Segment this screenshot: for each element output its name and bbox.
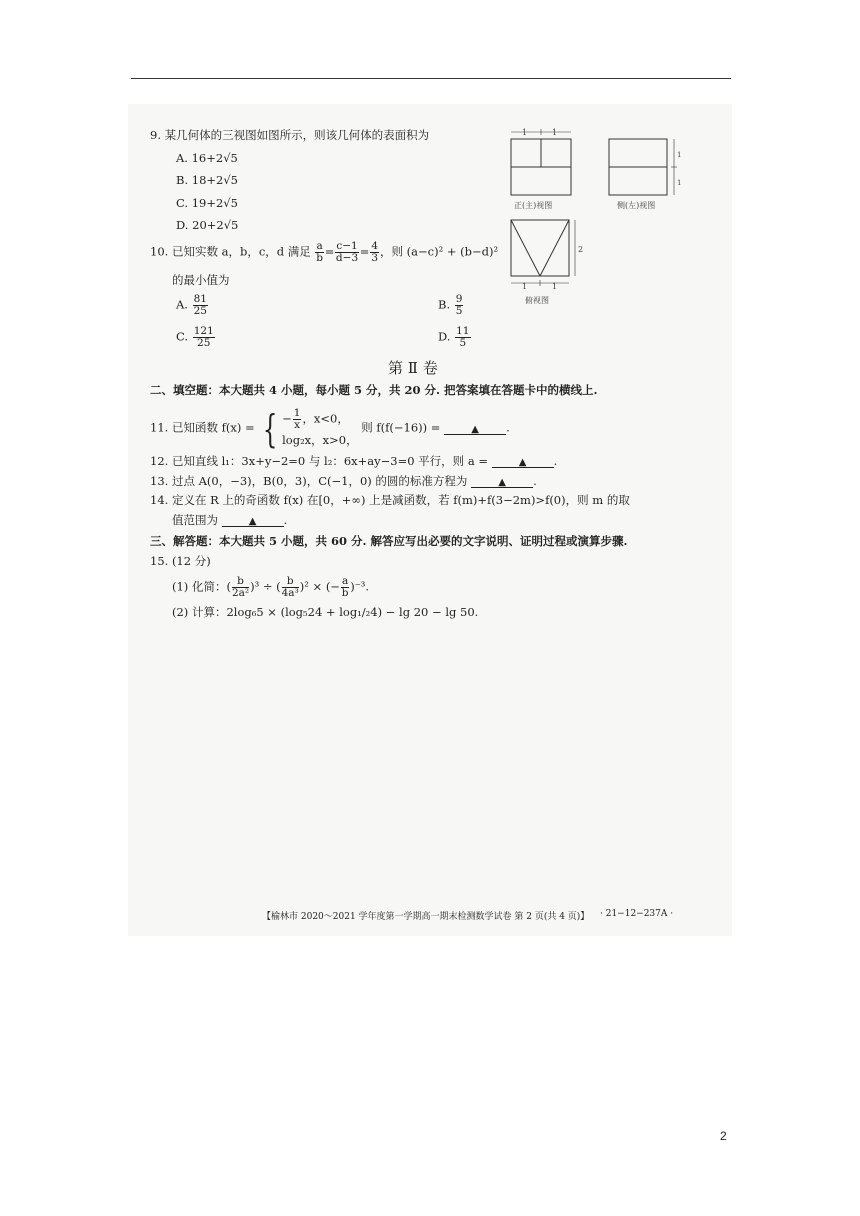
q10-option-c	[176, 326, 216, 349]
header-rule	[131, 78, 731, 79]
q14-line2-text: 值范围为	[172, 513, 218, 527]
q15-part-1	[172, 576, 369, 599]
q10-option-b-den: 5	[455, 305, 463, 318]
q10-option-d-den: 5	[459, 337, 467, 350]
side-dim-top: 1	[677, 151, 682, 159]
q11	[150, 408, 510, 449]
q11-case-2: log₂x，x>0，	[282, 433, 358, 448]
q11-brace: {	[263, 406, 278, 451]
q15-p1-frac-2	[282, 576, 299, 599]
q11-pre: 11. 已知函数 f(x) =	[150, 420, 255, 435]
q14-line1: 14. 定义在 R 上的奇函数 f(x) 在[0，+∞) 上是减函数，若 f(m)+f(3−2m)>f(0)，则 m 的取	[150, 493, 630, 507]
q11-case1-den: x	[294, 419, 301, 432]
q15-p1-mid1: )³ ÷ (	[250, 579, 281, 594]
q15-p1-f3-den: b	[341, 587, 349, 600]
q11-cases	[282, 408, 358, 449]
q10-option-a-frac	[193, 294, 208, 317]
page-number: 2	[720, 1129, 727, 1143]
q13	[150, 475, 537, 489]
q9-stem: 9. 某几何体的三视图如图所示，则该几何体的表面积为	[150, 128, 430, 142]
front-view-caption: 正(主)视图	[514, 201, 553, 210]
q10-f1-den: b	[316, 252, 323, 265]
q15-p1-f2-num: b	[282, 576, 299, 588]
q10-option-d-num: 11	[456, 325, 470, 337]
q10-option-a	[176, 294, 209, 317]
q10-f1-num: a	[316, 240, 323, 252]
q10-stem-pre: 10. 已知实数 a，b，c，d 满足	[150, 244, 311, 259]
q12	[150, 455, 557, 469]
q11-post: 则 f(f(−16)) =	[361, 420, 441, 435]
q10-option-a-label: A.	[176, 297, 188, 312]
q11-case-1: − $\frac{1}{x}$ ，x<0，	[282, 407, 349, 432]
side-dim-bottom: 1	[677, 179, 682, 187]
section-2-title: 第 Ⅱ 卷	[388, 359, 438, 377]
q15-title: 15. (12 分)	[150, 554, 211, 568]
three-view-figure	[500, 125, 700, 315]
footer-exam-info: 【榆林市 2020～2021 学年度第一学期高一期末检测数学试卷 第 2 页(共 4 页)】	[262, 912, 590, 922]
q11-case1-frac	[293, 408, 302, 431]
q12-text: 12. 已知直线 l₁：3x+y−2=0 与 l₂：6x+ay−3=0 平行，则 a =	[150, 454, 488, 468]
q9-option-b: B. 18+2√5	[176, 173, 238, 187]
q15-p1-pre: (1) 化简：(	[172, 579, 231, 594]
top-view	[511, 220, 575, 286]
q11-case1-cond: ，x<0，	[302, 411, 349, 426]
q11-end: .	[506, 420, 510, 435]
answer-triangle-icon: ▲	[248, 516, 257, 527]
q15-p1-f2-den: 4a³	[281, 587, 299, 600]
q10-option-a-num: 81	[193, 293, 207, 305]
q10-option-c-den: 25	[197, 337, 211, 350]
q10-option-a-den: 25	[193, 305, 207, 318]
q10-fraction-4-3	[370, 241, 379, 264]
q10-fraction-c-d	[335, 241, 358, 264]
q10-stem-post: ，则 (a−c)² + (b−d)²	[380, 244, 499, 259]
q14-end: .	[283, 513, 288, 527]
q9-option-c: C. 19+2√5	[176, 196, 238, 210]
top-dim-left: 1	[522, 282, 528, 291]
q14-answer-blank[interactable]	[222, 514, 284, 527]
footer-code: · 21−12−237A ·	[600, 909, 674, 919]
q10-option-d	[438, 326, 472, 349]
q12-end: .	[553, 454, 558, 468]
q15-p1-end: )⁻³.	[350, 579, 370, 594]
q10-f2-den: d−3	[335, 252, 359, 265]
q10-option-d-frac	[455, 326, 470, 349]
answer-triangle-icon: ▲	[471, 423, 479, 435]
q9-option-a: A. 16+2√5	[176, 151, 238, 165]
q11-case1-num: 1	[293, 407, 301, 419]
q13-answer-blank[interactable]	[471, 475, 533, 488]
q10-stem: 10. 已知实数 a，b，c，d 满足 $\frac{a}{b}$ = $\frac{c-1}{d-3}$ = $\frac{4}{3}$ ，则 (a−c)² + (b−d)²	[150, 240, 499, 265]
q15-p1-mid2: )² × (−	[299, 579, 340, 594]
top-dim-height: 2	[578, 245, 584, 254]
q15-p1-f1-num: b	[232, 576, 249, 588]
side-view	[609, 139, 677, 195]
q11-answer-blank[interactable]	[444, 422, 506, 435]
q15-p1-frac-3	[341, 576, 349, 599]
q15-p1-f1-den: 2a²	[231, 587, 250, 600]
top-view-caption: 俯视图	[525, 296, 549, 305]
side-view-caption: 侧(左)视图	[617, 201, 656, 210]
front-dim-right: 1	[552, 128, 558, 137]
q10-option-b	[438, 294, 464, 317]
q10-option-d-label: D.	[438, 329, 451, 344]
part-2-heading: 二、填空题：本大题共 4 小题，每小题 5 分，共 20 分. 把答案填在答题卡中的横线上.	[150, 383, 598, 397]
part-3-heading: 三、解答题：本大题共 5 小题，共 60 分. 解答应写出必要的文字说明、证明过程或演算步骤.	[150, 534, 628, 548]
top-dim-right: 1	[552, 282, 558, 291]
q10-option-c-label: C.	[176, 329, 189, 344]
q10-option-c-num: 121	[193, 325, 214, 337]
q10-option-b-label: B.	[438, 297, 451, 312]
q10-fraction-a-b	[315, 241, 323, 264]
q15-p1-frac-1	[232, 576, 249, 599]
answer-triangle-icon: ▲	[498, 477, 506, 488]
q15-p1-f3-num: a	[341, 575, 349, 587]
q15-part-2: (2) 计算：2log₆5 × (log₅24 + log₁/₂4) − lg 20 − lg 50.	[172, 605, 479, 619]
q14-line2	[172, 514, 287, 528]
front-dim-left: 1	[522, 128, 528, 137]
q10-option-c-frac	[193, 326, 215, 349]
q13-text: 13. 过点 A(0，−3)，B(0，3)，C(−1，0) 的圆的标准方程为	[150, 474, 468, 488]
answer-triangle-icon: ▲	[518, 457, 527, 468]
q10-f3-num: 4	[371, 240, 379, 252]
q13-end: .	[533, 474, 537, 488]
q10-option-b-frac	[455, 294, 464, 317]
q10-stem-line2: 的最小值为	[172, 273, 230, 287]
q10-f2-num: c−1	[336, 240, 358, 252]
front-view	[511, 129, 571, 195]
q10-option-b-num: 9	[455, 293, 463, 305]
q12-answer-blank[interactable]	[492, 455, 554, 468]
q9-option-d: D. 20+2√5	[176, 218, 239, 232]
q10-f3-den: 3	[371, 252, 379, 265]
